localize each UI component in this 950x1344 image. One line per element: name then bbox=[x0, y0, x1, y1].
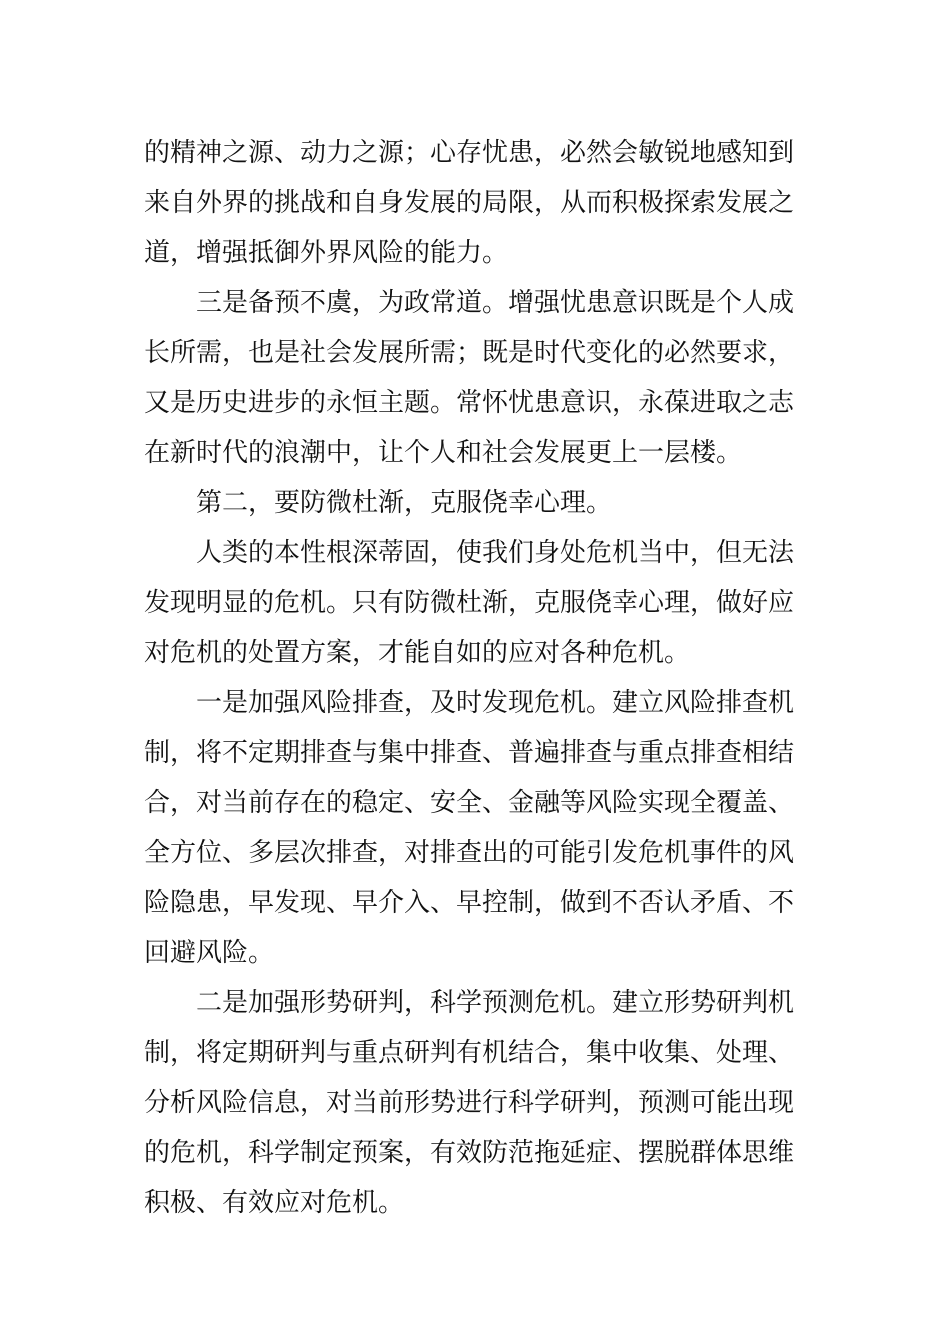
text-line: 的危机，科学制定预案，有效防范拖延症、摆脱群体思维 bbox=[144, 1138, 795, 1168]
text-line: 的精神之源、动力之源；心存忧患，必然会敏锐地感知到 bbox=[144, 138, 795, 168]
text-line: 来自外界的挑战和自身发展的局限，从而积极探索发展之 bbox=[144, 188, 795, 218]
text-line: 在新时代的浪潮中，让个人和社会发展更上一层楼。 bbox=[144, 438, 743, 468]
text-line: 积极、有效应对危机。 bbox=[144, 1188, 405, 1218]
section-heading: 第二，要防微杜渐，克服侥幸心理。 bbox=[196, 488, 613, 518]
paragraph-first-line: 二是加强形势研判，科学预测危机。建立形势研判机 bbox=[196, 988, 795, 1018]
text-line: 合，对当前存在的稳定、安全、金融等风险实现全覆盖、 bbox=[144, 788, 795, 818]
paragraph-first-line: 三是备预不虞，为政常道。增强忧患意识既是个人成 bbox=[196, 288, 795, 318]
text-line: 制，将不定期排查与集中排查、普遍排查与重点排查相结 bbox=[144, 738, 795, 768]
text-line: 又是历史进步的永恒主题。常怀忧患意识，永葆进取之志 bbox=[144, 388, 795, 418]
document-body bbox=[144, 128, 808, 1228]
paragraph-first-line: 一是加强风险排查，及时发现危机。建立风险排查机 bbox=[196, 688, 795, 718]
paragraph-first-line: 人类的本性根深蒂固，使我们身处危机当中，但无法 bbox=[196, 538, 795, 568]
text-line: 全方位、多层次排查，对排查出的可能引发危机事件的风 bbox=[144, 838, 795, 868]
text-line: 道，增强抵御外界风险的能力。 bbox=[144, 238, 509, 268]
text-line: 制，将定期研判与重点研判有机结合，集中收集、处理、 bbox=[144, 1038, 795, 1068]
text-line: 长所需，也是社会发展所需；既是时代变化的必然要求， bbox=[144, 338, 795, 368]
text-line: 回避风险。 bbox=[144, 938, 275, 968]
text-line: 发现明显的危机。只有防微杜渐，克服侥幸心理，做好应 bbox=[144, 588, 795, 618]
text-line: 对危机的处置方案，才能自如的应对各种危机。 bbox=[144, 638, 691, 668]
text-line: 分析风险信息，对当前形势进行科学研判，预测可能出现 bbox=[144, 1088, 795, 1118]
text-line: 险隐患，早发现、早介入、早控制，做到不否认矛盾、不 bbox=[144, 888, 795, 918]
